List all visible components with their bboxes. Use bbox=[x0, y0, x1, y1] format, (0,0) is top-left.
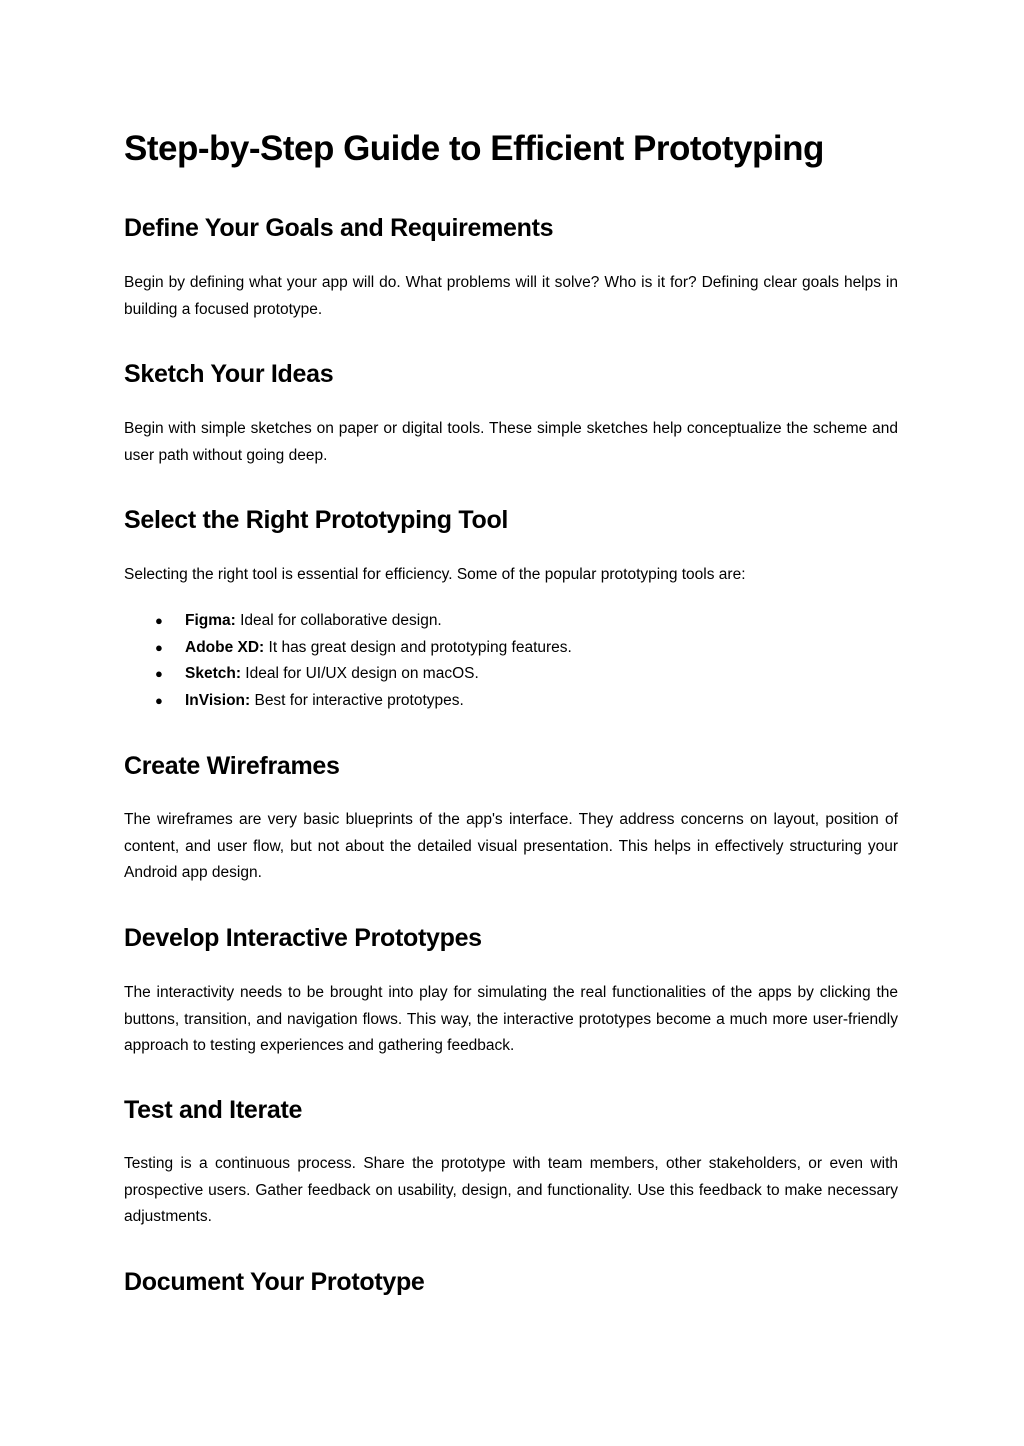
list-item-sketch bbox=[124, 661, 898, 688]
document-title: Step-by-Step Guide to Efficient Prototyping bbox=[124, 129, 824, 168]
paragraph-define-goals: Begin by defining what your app will do. What problems will it solve? Who is it for? Defining clear goals helps in building a focused prototype. bbox=[124, 274, 898, 318]
heading-create-wireframes: Create Wireframes bbox=[124, 752, 340, 780]
tool-list bbox=[124, 608, 898, 714]
list-item-adobe-xd bbox=[124, 635, 898, 662]
tool-name: Adobe XD: bbox=[185, 638, 265, 656]
paragraph-sketch-ideas: Begin with simple sketches on paper or digital tools. These simple sketches help conceptualize the scheme and user path without going deep. bbox=[124, 420, 898, 464]
tool-name: Figma: bbox=[185, 612, 236, 629]
list-item-invision bbox=[124, 688, 898, 715]
heading-select-tool: Select the Right Prototyping Tool bbox=[124, 506, 509, 534]
heading-document-prototype: Document Your Prototype bbox=[124, 1268, 425, 1296]
heading-define-goals: Define Your Goals and Requirements bbox=[124, 214, 554, 242]
tool-name: Sketch: bbox=[185, 665, 241, 682]
tool-name: InVision: bbox=[185, 691, 251, 709]
paragraph-interactive-prototypes: The interactivity needs to be brought into play for simulating the real functionalities of the apps by clicking the buttons, transition, and navigation flows. This way, the interactive prototypes become a much more user-friendly approach to testing experiences and gathering feedback. bbox=[124, 984, 898, 1054]
list-item-figma bbox=[124, 608, 898, 635]
bullet-icon: ● bbox=[155, 639, 163, 655]
heading-sketch-ideas: Sketch Your Ideas bbox=[124, 360, 334, 388]
bullet-icon: ● bbox=[155, 666, 163, 681]
paragraph-select-tool: Selecting the right tool is essential for efficiency. Some of the popular prototyping tools are: bbox=[124, 566, 746, 583]
bullet-icon: ● bbox=[155, 613, 163, 628]
bullet-icon: ● bbox=[155, 692, 163, 708]
tool-description: Ideal for collaborative design. bbox=[235, 612, 442, 629]
tool-description: It has great design and prototyping features. bbox=[264, 638, 572, 656]
tool-description: Best for interactive prototypes. bbox=[250, 691, 464, 709]
paragraph-create-wireframes: The wireframes are very basic blueprints of the app's interface. They address concerns on layout, position of content, and user flow, but not about the detailed visual presentation. This helps in effectively structuring your Android app design. bbox=[124, 811, 898, 881]
heading-test-iterate: Test and Iterate bbox=[124, 1096, 303, 1124]
heading-interactive-prototypes: Develop Interactive Prototypes bbox=[124, 924, 482, 952]
paragraph-test-iterate: Testing is a continuous process. Share the prototype with team members, other stakeholders, or even with prospective users. Gather feedback on usability, design, and functionality. Use this feedback to make necessary adjustments. bbox=[124, 1155, 898, 1225]
tool-description: Ideal for UI/UX design on macOS. bbox=[241, 665, 479, 682]
